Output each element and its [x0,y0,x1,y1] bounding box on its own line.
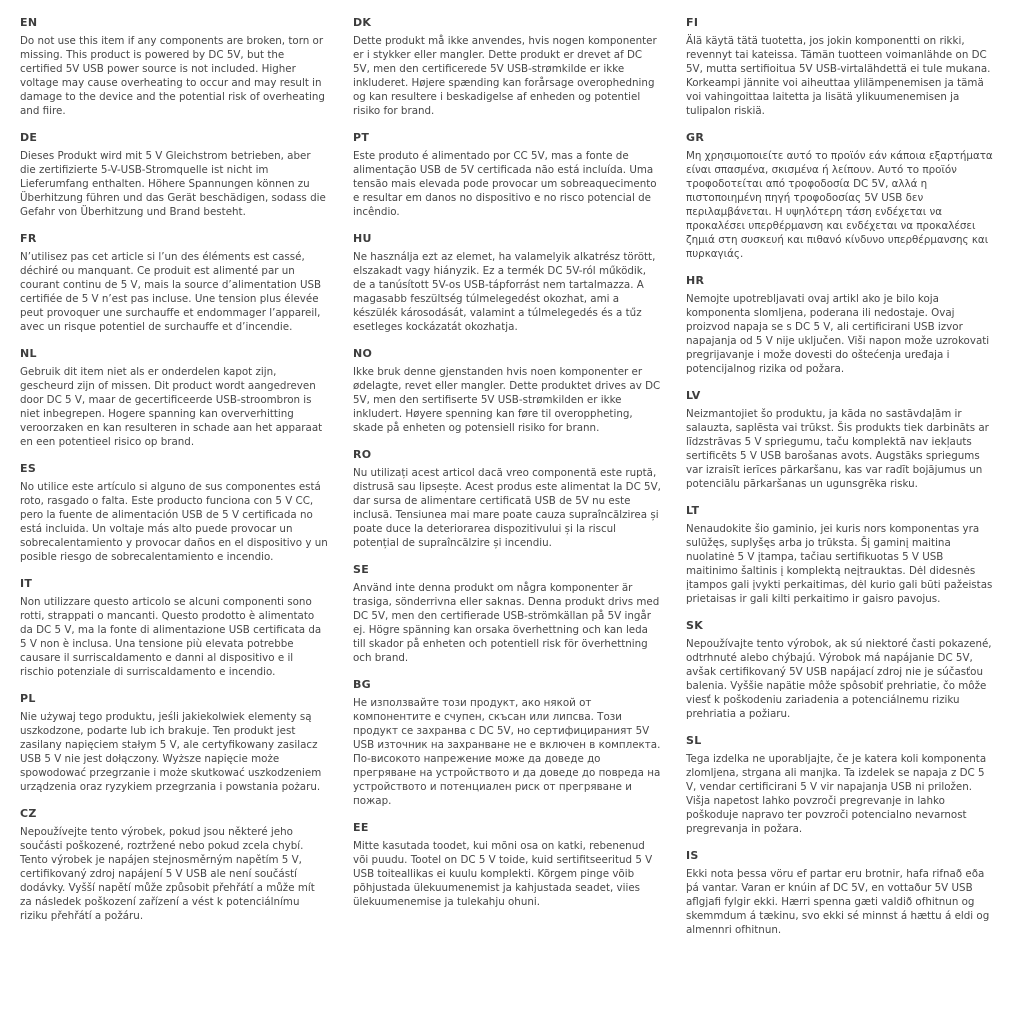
language-section-dk [353,16,662,118]
warning-text: Älä käytä tätä tuotetta, jos jokin komponentti on rikki, revennyt tai kateissa. Tämän tuotteen voimanlähde on DC 5V, mutta sertifioitua 5V USB-virtalähdettä ei tule mukana. Korkeampi jännite voi aiheuttaa ylilämpenemisen ja tämä voi vahingoittaa laitetta ja lisätä ylikuumenemisen ja tulipalon riskiä. [686,35,991,117]
warning-text: Este produto é alimentado por CC 5V, mas a fonte de alimentação USB de 5V certificada não está incluída. Uma tensão mais elevada pode provocar um sobreaquecimento e resultar em danos no dispositivo e no risco potencial de incêndio. [353,150,657,218]
language-code-label: CZ [20,807,37,820]
warning-text: Mitte kasutada toodet, kui mõni osa on katki, rebenenud või puudu. Tootel on DC 5 V toide, kuid sertifitseeritud 5 V USB toiteallikas ei kuulu komplekti. Kõrgem pinge võib põhjustada ülekuumenemist ja kahjustada seadet, viies ülekuumenemise ja tulekahju ohuni. [353,840,653,908]
language-section-gr [686,131,995,261]
warning-text: N’utilisez pas cet article si l’un des éléments est cassé, déchiré ou manquant. Ce produit est alimenté par un courant continu de 5 V, mais la source d’alimentation USB certifiée de 5 V n’est pas incluse. Une tension plus élevée peut provoquer une surchauffe et endommager l’appareil, avec un risque potentiel de surchauffe et d’incendie. [20,251,322,333]
language-section-sk [686,619,995,721]
language-section-ro [353,448,662,550]
language-code-label: SL [686,734,702,747]
warning-text: Nepoužívajte tento výrobok, ak sú niektoré časti pokazené, odtrhnuté alebo chýbajú. Výrobok má napájanie DC 5V, avšak certifikovaný 5V USB napájací zdroj nie je súčasťou balenia. Vyššie napätie môže spôsobiť prehriatie, čo môže viesť k poškodeniu zariadenia a potenciálnemu riziku prehriatia a požiaru. [686,638,992,720]
language-section-pt [353,131,662,219]
language-section-bg [353,678,662,808]
language-section-en [20,16,329,118]
column-3 [686,16,995,1014]
warning-text: Non utilizzare questo articolo se alcuni componenti sono rotti, strappati o mancanti. Questo prodotto è alimentato da DC 5 V, ma la fonte di alimentazione USB certificata da 5 V non è inclusa. Una tensione più elevata potrebbe causare il surriscaldamento e danni al dispositivo e il rischio potenziale di surriscaldamento e incendio. [20,596,322,678]
warning-text: Ikke bruk denne gjenstanden hvis noen komponenter er ødelagte, revet eller mangler. Dette produktet drives av DC 5V, men den sertifiserte 5V USB-strømkilden er ikke inkludert. Høyere spenning kan føre til overoppheting, skade på enheten og potensiell risiko for brann. [353,366,661,434]
warning-text: Använd inte denna produkt om några komponenter är trasiga, sönderrivna eller saknas. Denna produkt drivs med DC 5V, men den certifierade USB-strömkällan på 5V ingår ej. Högre spänning kan orsaka överhettning och kan leda till skador på enheten och potentiell risk för överhettning och brand. [353,582,660,664]
warning-text: Ne használja ezt az elemet, ha valamelyik alkatrész törött, elszakadt vagy hiányzik. Ez a termék DC 5V-ról működik, de a tanúsított 5V-os USB-tápforrást nem tartalmazza. A magasabb feszültség túlmelegedést okozhat, ami a készülék károsodását, valamint a túlmelegedés és a tűz esetleges kockázatát okozhatja. [353,251,656,333]
language-code-label: DK [353,16,372,29]
language-section-lv [686,389,995,491]
warning-text: Neizmantojiet šo produktu, ja kāda no sastāvdaļām ir salauzta, saplēsta vai trūkst. Šis produkts tiek darbināts ar līdzstrāvas 5 V spriegumu, taču komplektā nav iekļauts sertificēts 5 V USB barošanas avots. Augstāks spriegums var izraisīt ierīces pārkaršanu, kas var radīt bojājumus un potenciālu pārkaršanas un ugunsgrēka risku. [686,408,989,490]
language-section-lt [686,504,995,606]
language-code-label: LV [686,389,701,402]
language-code-label: IS [686,849,699,862]
language-section-it [20,577,329,679]
language-code-label: ES [20,462,37,475]
column-2 [353,16,662,1014]
language-code-label: RO [353,448,372,461]
language-code-label: FI [686,16,699,29]
language-code-label: EE [353,821,369,834]
warning-text: Dieses Produkt wird mit 5 V Gleichstrom betrieben, aber die zertifizierte 5-V-USB-Stromquelle ist nicht im Lieferumfang enthalten. Höhere Spannungen können zu Überhitzung führen und das Gerät beschädigen, sodass die Gefahr von Überhitzung und Brand besteht. [20,150,326,218]
warning-text: No utilice este artículo si alguno de sus componentes está roto, rasgado o falta. Este producto funciona con 5 V CC, pero la fuente de alimentación USB de 5 V certificada no está incluida. Un voltaje más alto puede provocar un sobrecalentamiento y provocar daños en el dispositivo y un posible riesgo de sobrecalentamiento e incendio. [20,481,328,563]
language-section-se [353,563,662,665]
language-section-ee [353,821,662,909]
language-code-label: SK [686,619,704,632]
warning-text: Nu utilizați acest articol dacă vreo componentă este ruptă, distrusă sau lipsește. Acest produs este alimentat la DC 5V, dar sursa de alimentare certificată USB de 5V nu este inclusă. Tensiunea mai mare poate cauza supraîncălzirea și poate duce la deteriorarea dispozitivului și la riscul potențial de supraîncălzire și incendiu. [353,467,661,549]
language-section-hr [686,274,995,376]
language-section-hu [353,232,662,334]
language-code-label: EN [20,16,38,29]
language-section-fr [20,232,329,334]
language-code-label: FR [20,232,37,245]
column-1 [20,16,329,1014]
language-code-label: BG [353,678,372,691]
warning-text: Nenaudokite šio gaminio, jei kuris nors komponentas yra sulūžęs, suplyšęs arba jo trūksta. Šį gaminį maitina nuolatinė 5 V įtampa, tačiau sertifikuotas 5 V USB maitinimo šaltinis į komplektą neįtrauktas. Dėl didesnės įtampos gali įvykti perkaitimas, dėl kurio gali būti pažeistas prietaisas ir gali kilti perkaitimo ir gaisro pavojus. [686,523,993,605]
language-code-label: PL [20,692,36,705]
language-section-no [353,347,662,435]
language-section-nl [20,347,329,449]
language-code-label: HU [353,232,372,245]
language-code-label: NO [353,347,373,360]
language-code-label: SE [353,563,370,576]
language-section-pl [20,692,329,794]
language-section-de [20,131,329,219]
language-code-label: GR [686,131,705,144]
warning-text: Nemojte upotrebljavati ovaj artikl ako je bilo koja komponenta slomljena, poderana ili nedostaje. Ovaj proizvod napaja se s DC 5 V, ali certificirani USB izvor napajanja od 5 V nije uključen. Viši napon može uzrokovati pregrijavanje i može dovesti do oštećenja uređaja i potencijalnog rizika od požara. [686,293,990,375]
warning-text: Ekki nota þessa vöru ef partar eru brotnir, hafa rifnað eða þá vantar. Varan er knúin af DC 5V, en vottaður 5V USB aflgjafi fylgir ekki. Hærri spenna gæti valdið ofhitnun og skemmdum á tækinu, svo ekki sé minnst á hættu á eldi og almennri ofhitnun. [686,868,990,936]
language-code-label: LT [686,504,700,517]
language-code-label: IT [20,577,33,590]
language-section-is [686,849,995,937]
warning-text: Не използвайте този продукт, ако някой от компонентите е счупен, скъсан или липсва. Този продукт се захранва с DC 5V, но сертифицираният 5V USB източник на захранване не е включен в комплекта. По-високото напрежение може да доведе до прегряване на устройството и да доведе до повреда на устройството и потенциален риск от прегряване и пожар. [353,697,661,807]
language-section-sl [686,734,995,836]
warning-text: Gebruik dit item niet als er onderdelen kapot zijn, gescheurd zijn of missen. Dit product wordt aangedreven door DC 5 V, maar de gecertificeerde USB-stroombron is niet inbegrepen. Hogere spanning kan oververhitting veroorzaken en kan resulteren in schade aan het apparaat en een potentieel risico op brand. [20,366,323,448]
warning-text: Μη χρησιμοποιείτε αυτό το προϊόν εάν κάποια εξαρτήματα είναι σπασμένα, σκισμένα ή λείπουν. Αυτό το προϊόν τροφοδοτείται από τροφοδοσία DC 5V, αλλά η πιστοποιημένη πηγή τροφοδοσίας 5V USB δεν περιλαμβάνεται. Η υψηλότερη τάση ενδέχεται να προκαλέσει υπερθέρμανση και ενδέχεται να προκαλέσει ζημιά στη συσκευή και πιθανό κίνδυνο υπερθέρμανσης και πυρκαγιάς. [686,150,993,260]
warning-text: Nepoužívejte tento výrobek, pokud jsou některé jeho součásti poškozené, roztržené nebo pokud zcela chybí. Tento výrobek je napájen stejnosměrným napětím 5 V, certifikovaný zdroj napájení 5 V USB ale není součástí dodávky. Vyšší napětí může způsobit přehřátí a může mít za následek poškození zařízení a vést k potenciálnímu riziku přehřátí a požáru. [20,826,315,922]
warning-text: Do not use this item if any components are broken, torn or missing. This product is powered by DC 5V, but the certified 5V USB power source is not included. Higher voltage may cause overheating to occur and may result in damage to the device and the potential risk of overheating and fiire. [20,35,325,117]
language-section-cz [20,807,329,923]
language-code-label: DE [20,131,38,144]
language-code-label: PT [353,131,370,144]
language-code-label: NL [20,347,37,360]
language-section-fi [686,16,995,118]
warning-text: Tega izdelka ne uporabljajte, če je katera koli komponenta zlomljena, strgana ali manjka. Ta izdelek se napaja z DC 5 V, vendar certificirani 5 V vir napajanja USB ni priložen. Višja napetost lahko povzroči pregrevanje in lahko poškoduje napravo ter povzroči potencialno nevarnost pregrevanja in požara. [686,753,987,835]
warning-text: Nie używaj tego produktu, jeśli jakiekolwiek elementy są uszkodzone, podarte lub ich brakuje. Ten produkt jest zasilany napięciem stałym 5 V, ale certyfikowany zasilacz USB 5 V nie jest dołączony. Wyższe napięcie może spowodować przegrzanie i może skutkować uszkodzeniem urządzenia oraz ryzykiem przegrzania i powstania pożaru. [20,711,322,793]
language-section-es [20,462,329,564]
warning-text: Dette produkt må ikke anvendes, hvis nogen komponenter er i stykker eller mangler. Dette produkt er drevet af DC 5V, men den certificerede 5V USB-strømkilde er ikke inkluderet. Højere spænding kan forårsage overophedning og kan resultere i beskadigelse af enheden og potentiel risiko for brand. [353,35,657,117]
language-code-label: HR [686,274,705,287]
